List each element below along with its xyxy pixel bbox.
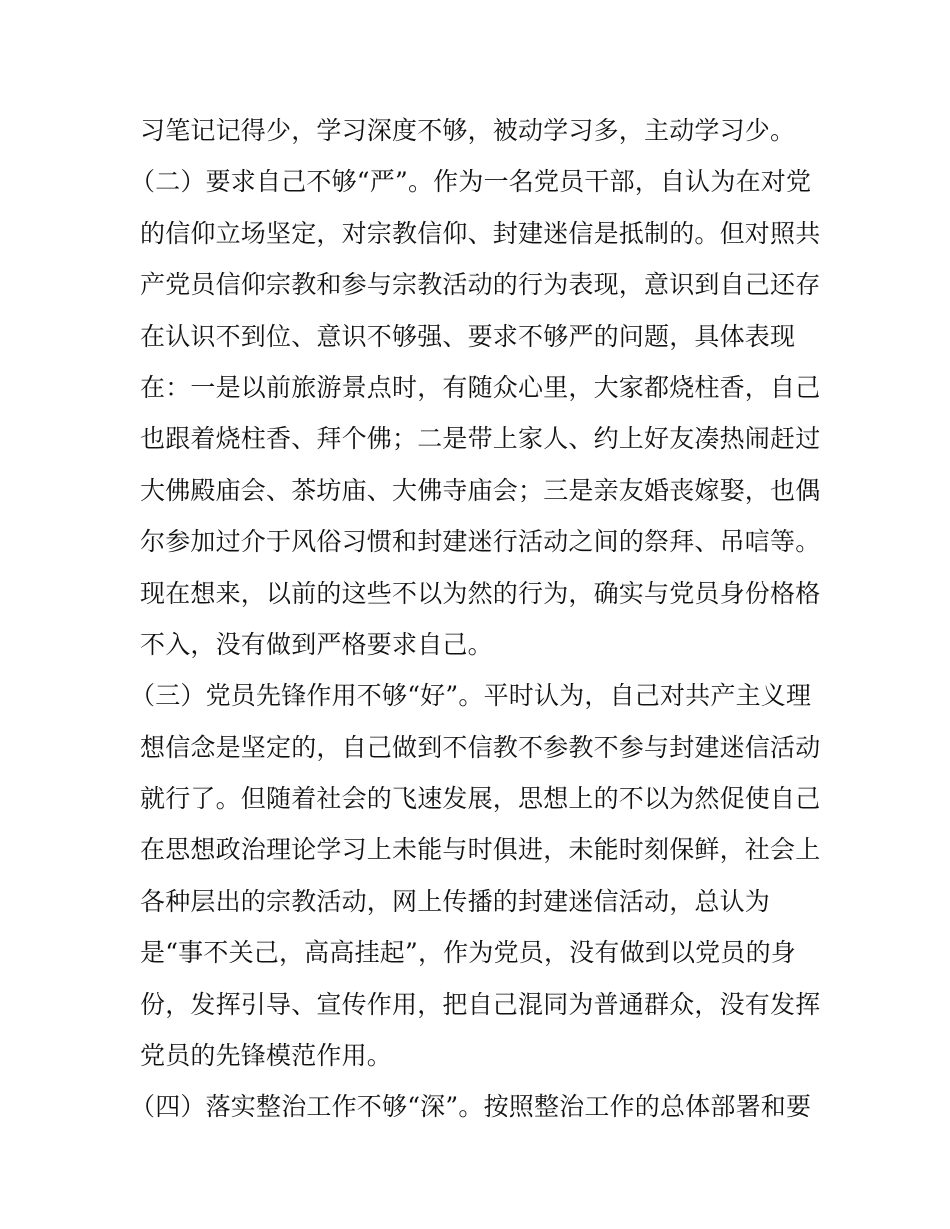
- text-line: 是“事不关己，高高挂起”，作为党员，没有做到以党员的身: [140, 938, 796, 968]
- text-line: 想信念是坚定的，自己做到不信教不参教不参与封建迷信活动: [140, 732, 821, 762]
- text-line: 尔参加过介于风俗习惯和封建迷行活动之间的祭拜、吊唁等。: [140, 527, 821, 557]
- text-line: 在思想政治理论学习上未能与时俱进，未能时刻保鲜，社会上: [140, 835, 821, 865]
- text-line: 份，发挥引导、宣传作用，把自己混同为普通群众，没有发挥: [140, 989, 821, 1019]
- text-line: （三）党员先锋作用不够“好”。平时认为，自己对共产主义理: [130, 681, 812, 711]
- text-line: （四）落实整治工作不够“深”。按照整治工作的总体部署和要: [130, 1092, 812, 1122]
- text-line: 的信仰立场坚定，对宗教信仰、封建迷信是抵制的。但对照共: [140, 218, 821, 248]
- text-line: 大佛殿庙会、茶坊庙、大佛寺庙会；三是亲友婚丧嫁娶，也偶: [140, 475, 821, 505]
- text-line: 在认识不到位、意识不够强、要求不够严的问题，具体表现: [140, 321, 796, 351]
- text-line: 各种层出的宗教活动，网上传播的封建迷信活动，总认为: [140, 886, 771, 916]
- text-line: （二）要求自己不够“严”。作为一名党员干部，自认为在对党: [130, 167, 812, 197]
- text-line: 习笔记记得少，学习深度不够，被动学习多，主动学习少。: [140, 116, 796, 145]
- text-line: 不入，没有做到严格要求自己。: [140, 629, 493, 659]
- text-line: 就行了。但随着社会的飞速发展，思想上的不以为然促使自己: [140, 784, 821, 814]
- text-line: 在：一是以前旅游景点时，有随众心里，大家都烧柱香，自己: [140, 372, 821, 402]
- text-line: 也跟着烧柱香、拜个佛；二是带上家人、约上好友凑热闹赶过: [140, 424, 821, 454]
- text-line: 产党员信仰宗教和参与宗教活动的行为表现，意识到自己还存: [140, 270, 821, 300]
- body-text: [130, 105, 821, 1133]
- text-line: 党员的先锋模范作用。: [140, 1041, 393, 1071]
- text-line: 现在想来，以前的这些不以为然的行为，确实与党员身份格格: [140, 578, 821, 608]
